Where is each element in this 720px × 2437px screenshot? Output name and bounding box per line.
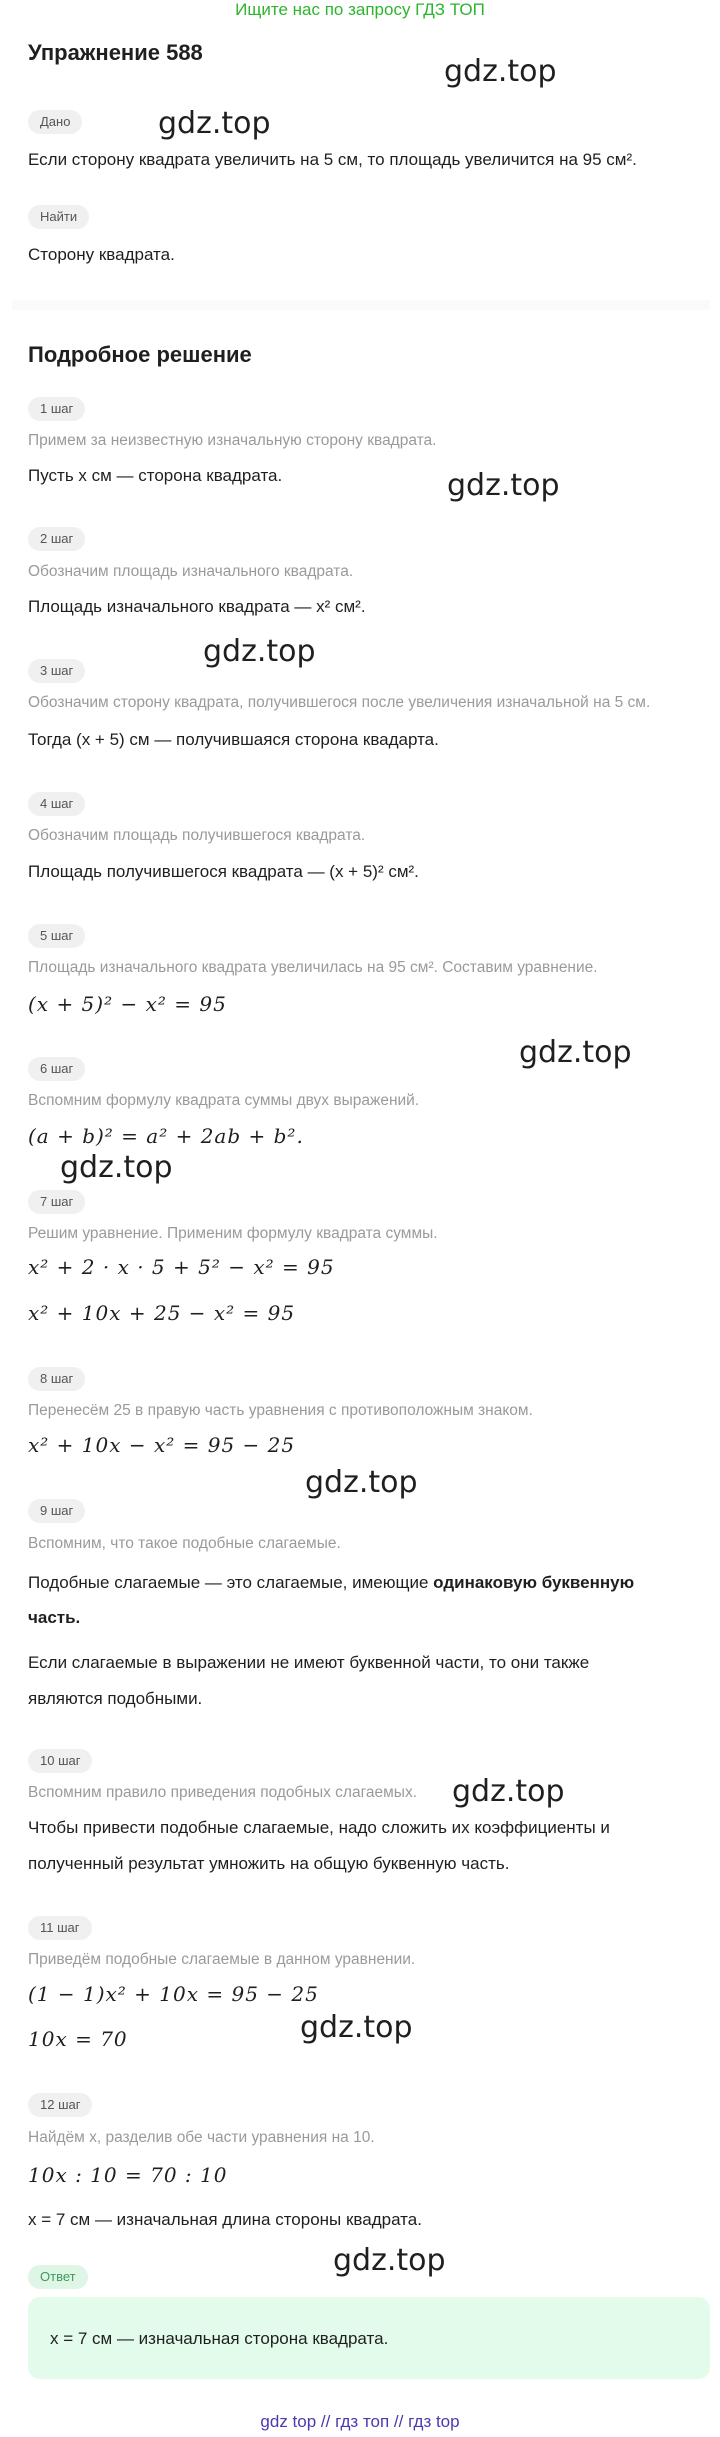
step-hint: Решим уравнение. Применим формулу квадрата суммы. — [28, 1225, 438, 1242]
given-chip: Дано — [28, 110, 82, 134]
solution-title: Подробное решение — [28, 342, 252, 367]
equation: (x + 5)² − x² = 95 — [28, 992, 227, 1016]
step-line: Пусть x см — сторона квадрата. — [28, 466, 283, 485]
answer-chip: Ответ — [28, 2265, 88, 2289]
step-hint: Примем за неизвестную изначальную сторону квадрата. — [28, 432, 437, 449]
watermark: gdz.top — [519, 1035, 632, 1070]
step-chip: 9 шаг — [28, 1499, 85, 1523]
formula: (a + b)² = a² + 2ab + b². — [28, 1124, 304, 1148]
definition-bold: одинаковую буквенную — [433, 1573, 635, 1592]
step-hint: Обозначим сторону квадрата, получившегося после увеличения изначальной на 5 см. — [28, 694, 651, 711]
step-hint: Найдём x, разделив обе части уравнения на 10. — [28, 2129, 375, 2146]
watermark: gdz.top — [305, 1465, 418, 1500]
step-line: x = 7 см — изначальная длина стороны квадрата. — [28, 2210, 422, 2229]
step-hint: Вспомним, что такое подобные слагаемые. — [28, 1535, 341, 1552]
step-line: Площадь получившегося квадрата — (x + 5)² см². — [28, 862, 419, 881]
watermark: gdz.top — [447, 468, 560, 503]
find-chip: Найти — [28, 205, 89, 229]
step-hint: Вспомним формулу квадрата суммы двух выражений. — [28, 1092, 420, 1109]
step-chip: 7 шаг — [28, 1190, 85, 1214]
step-chip: 10 шаг — [28, 1749, 92, 1773]
step-hint: Вспомним правило приведения подобных слагаемых. — [28, 1784, 417, 1801]
step-hint: Площадь изначального квадрата увеличилась на 95 см². Составим уравнение. — [28, 959, 598, 976]
step-line: полученный результат умножить на общую буквенную часть. — [28, 1854, 510, 1873]
equation: x² + 10x + 25 − x² = 95 — [28, 1301, 296, 1325]
step-chip: 8 шаг — [28, 1367, 85, 1391]
top-banner[interactable]: Ищите нас по запросу ГДЗ ТОП — [235, 0, 485, 19]
definition-text — [28, 1566, 708, 1600]
step-line: Тогда (x + 5) см — получившаяся сторона квадарта. — [28, 730, 439, 749]
step-chip: 5 шаг — [28, 924, 85, 948]
definition-plain: Подобные слагаемые — это слагаемые, имеющие — [28, 1573, 429, 1592]
equation: 10x : 10 = 70 : 10 — [28, 2163, 228, 2187]
equation: 10x = 70 — [28, 2027, 128, 2051]
watermark: gdz.top — [203, 634, 316, 669]
step-hint: Приведём подобные слагаемые в данном уравнении. — [28, 1951, 416, 1968]
step-hint: Перенесём 25 в правую часть уравнения с противоположным знаком. — [28, 1402, 533, 1419]
step-chip: 2 шаг — [28, 527, 85, 551]
definition-bold-tail: часть. — [28, 1608, 81, 1627]
answer-text: x = 7 см — изначальная сторона квадрата. — [50, 2329, 389, 2348]
step-chip: 3 шаг — [28, 659, 85, 683]
watermark: gdz.top — [300, 2010, 413, 2045]
watermark: gdz.top — [158, 106, 271, 141]
step-line: Если слагаемые в выражении не имеют буквенной части, то они также — [28, 1653, 590, 1672]
watermark: gdz.top — [333, 2243, 446, 2278]
watermark: gdz.top — [444, 54, 557, 89]
step-hint: Обозначим площадь изначального квадрата. — [28, 563, 354, 580]
equation: x² + 2 · x · 5 + 5² − x² = 95 — [28, 1255, 335, 1279]
watermark: gdz.top — [60, 1150, 173, 1185]
step-chip: 12 шаг — [28, 2093, 92, 2117]
exercise-title: Упражнение 588 — [28, 40, 203, 65]
watermark: gdz.top — [452, 1774, 565, 1809]
given-text: Если сторону квадрата увеличить на 5 см, то площадь увеличится на 95 см². — [28, 150, 637, 169]
find-text: Сторону квадрата. — [28, 245, 175, 264]
footer-links[interactable]: gdz top // гдз топ // гдз top — [260, 2412, 460, 2431]
step-chip: 11 шаг — [28, 1916, 92, 1940]
step-line: являются подобными. — [28, 1689, 203, 1708]
step-line: Площадь изначального квадрата — x² см². — [28, 597, 366, 616]
step-chip: 1 шаг — [28, 397, 85, 421]
step-chip: 4 шаг — [28, 792, 85, 816]
equation: (1 − 1)x² + 10x = 95 − 25 — [28, 1982, 319, 2006]
step-line: Чтобы привести подобные слагаемые, надо сложить их коэффициенты и — [28, 1818, 610, 1837]
step-chip: 6 шаг — [28, 1057, 85, 1081]
step-hint: Обозначим площадь получившегося квадрата. — [28, 827, 366, 844]
section-divider — [12, 300, 710, 310]
equation: x² + 10x − x² = 95 − 25 — [28, 1433, 296, 1457]
